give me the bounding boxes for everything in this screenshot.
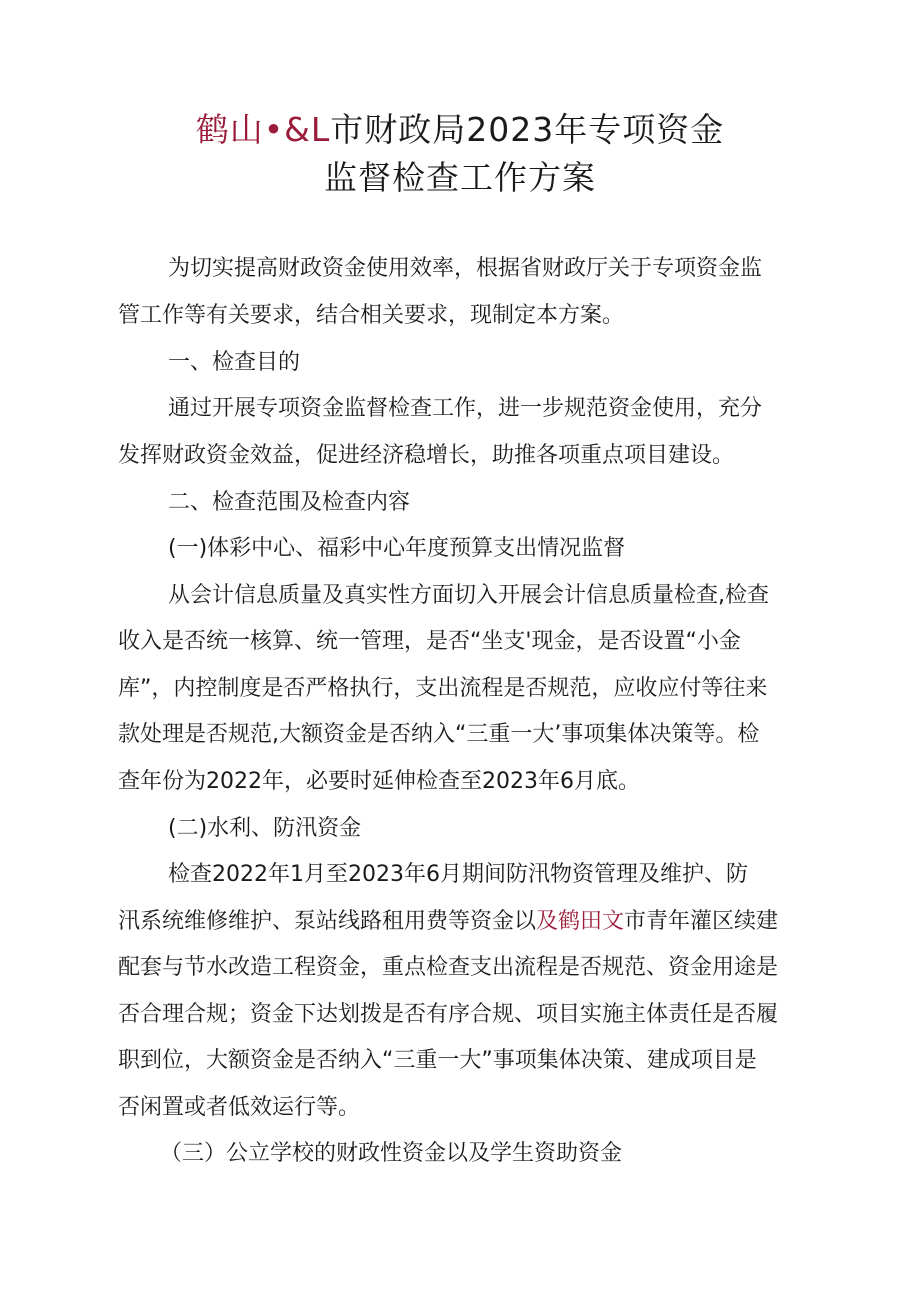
subsection-heading: （三）公立学校的财政性资金以及学生资助资金 — [160, 1141, 623, 1166]
paragraph-line: 通过开展专项资金监督检查工作，进一步规范资金使用，充分 — [168, 396, 763, 421]
paragraph-line: 配套与节水改造工程资金，重点检查支出流程是否规范、资金用途是 — [118, 955, 779, 980]
paragraph-line: 管工作等有关要求，结合相关要求，现制定本方案。 — [118, 303, 625, 328]
subsection-heading: (二)水利、防汛资金 — [168, 816, 362, 841]
paragraph-line: 从会计信息质量及真实性方面切入开展会计信息质量检查,检查 — [168, 583, 769, 608]
paragraph-line: 否闲置或者低效运行等。 — [118, 1095, 361, 1120]
paragraph-line: 职到位，大额资金是否纳入“三重一大”事项集体决策、建成项目是 — [118, 1048, 757, 1073]
paragraph-line: 发挥财政资金效益，促进经济稳增长，助推各项重点项目建设。 — [118, 443, 735, 468]
paragraph-line: 库”，内控制度是否严格执行，支出流程是否规范，应收应付等往来 — [118, 676, 768, 701]
paragraph-line: 收入是否统一核算、统一管理，是否“坐支'现金，是否设置“小金 — [118, 629, 741, 654]
paragraph-line: 检查2022年1月至2023年6月期间防汛物资管理及维护、防 — [168, 862, 748, 887]
paragraph-line: 为切实提高财政资金使用效率，根据省财政厅关于专项资金监 — [168, 256, 763, 281]
paragraph-line — [118, 899, 818, 946]
text-span: 汛系统维修维护、泵站线路租用费等资金以 — [118, 909, 537, 934]
red-text-span: 及鹤田文 — [536, 909, 625, 934]
title-red-text: 鹤山•&L — [195, 110, 331, 149]
subsection-heading: (一)体彩中心、福彩中心年度预算支出情况监督 — [168, 536, 626, 561]
document-title-line2: 监督检查工作方案 — [324, 158, 596, 197]
title-text: 市财政局2023年专项资金 — [330, 110, 725, 149]
text-span: 市青年灌区续建 — [624, 909, 779, 934]
paragraph-line: 查年份为2022年，必要时延伸检查至2023年6月底。 — [118, 769, 640, 794]
paragraph-line: 款处理是否规范,大额资金是否纳入“三重一大’事项集体决策等。检 — [118, 722, 760, 747]
paragraph-line: 否合理合规；资金下达划拨是否有序合规、项目实施主体责任是否履 — [118, 1002, 779, 1027]
section-heading: 二、检查范围及检查内容 — [168, 490, 411, 515]
document-title-line1 — [0, 110, 920, 150]
section-heading: 一、检查目的 — [168, 350, 301, 375]
